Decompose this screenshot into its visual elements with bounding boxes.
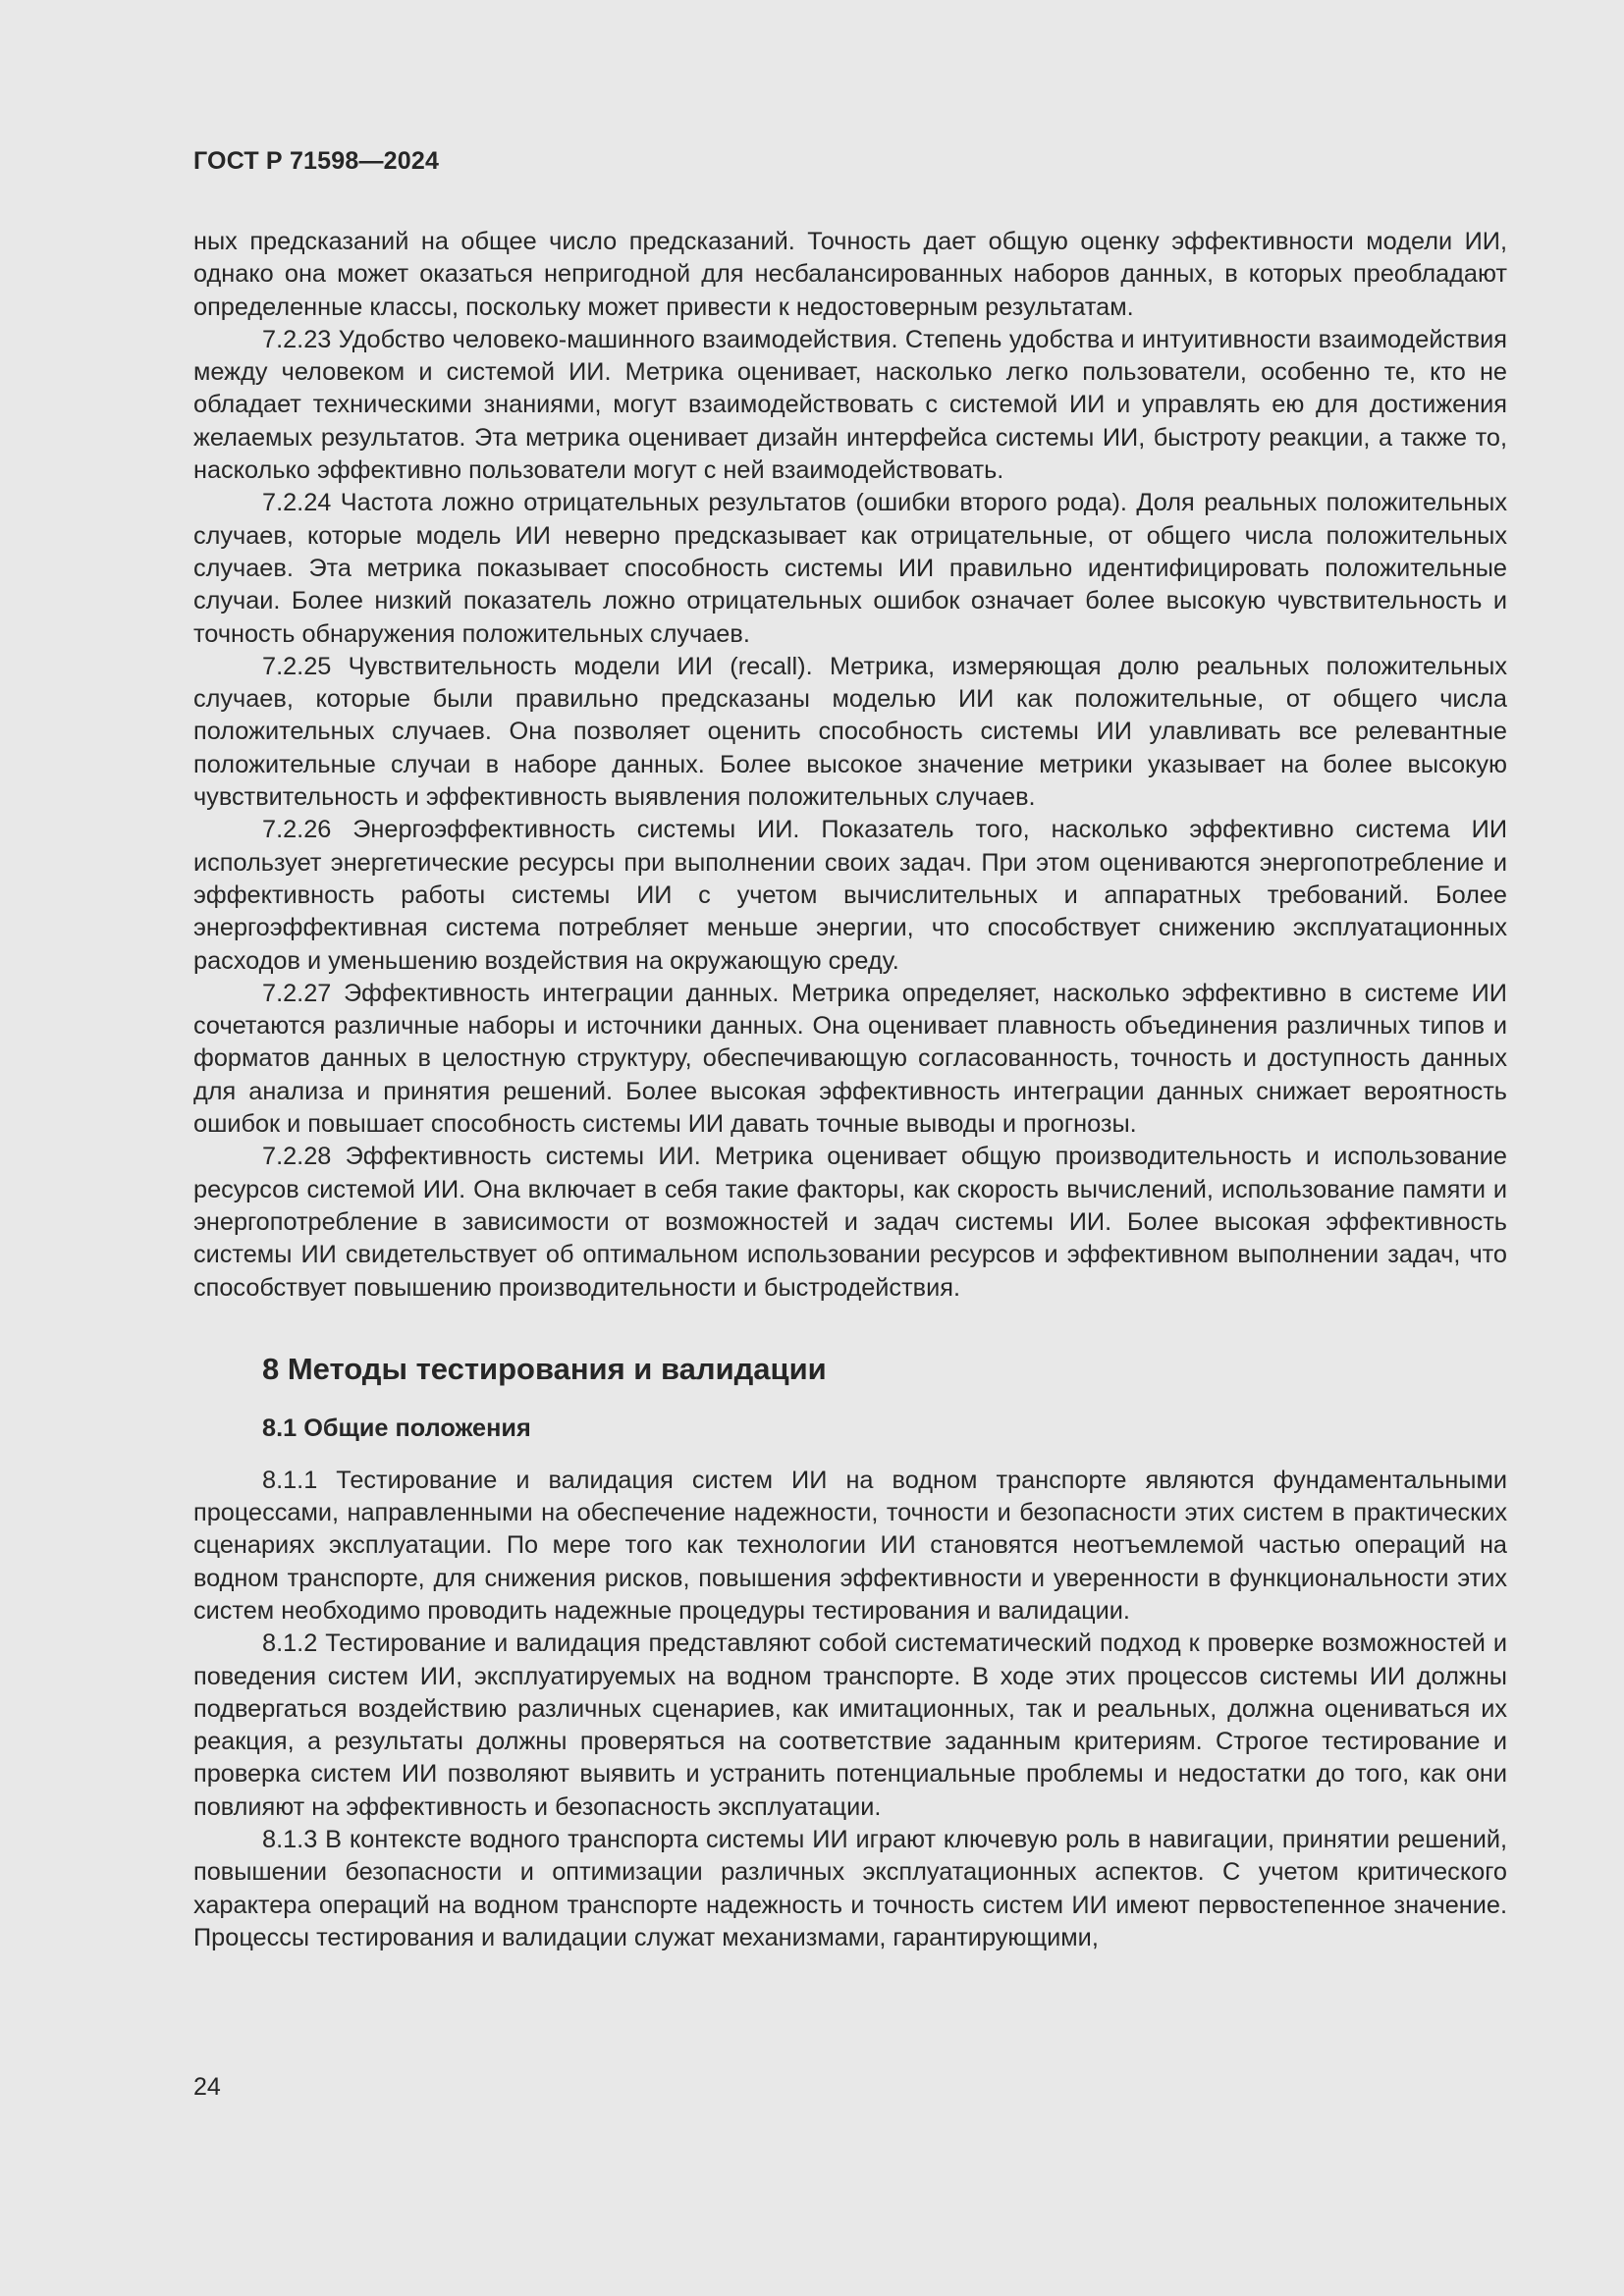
page-number: 24: [193, 2073, 221, 2101]
section-heading: 8 Методы тестирования и валидации: [262, 1351, 827, 1386]
paragraph-continuation: ных предсказаний на общее число предсказаний. Точность дает общую оценку эффективности модели ИИ, однако она может оказаться непригодной для несбалансированных наборов данных, в которых преобладают определенные классы, поскольку может привести к недостоверным результатам.: [193, 228, 1507, 321]
subsection-heading: 8.1 Общие положения: [262, 1414, 531, 1442]
paragraph-8-1-3: 8.1.3 В контексте водного транспорта системы ИИ играют ключевую роль в навигации, принятии решений, повышении безопасности и оптимизации различных эксплуатационных аспектов. С учетом критического характера операций на водном транспорте надежность и точность систем ИИ имеют первостепенное значение. Процессы тестирования и валидации служат механизмами, гарантирующими,: [193, 1826, 1507, 1951]
paragraph-7-2-25: 7.2.25 Чувствительность модели ИИ (recall). Метрика, измеряющая долю реальных положительных случаев, которые были правильно предсказаны моделью ИИ как положительные, от общего числа положительных случаев. Она позволяет оценить способность системы ИИ улавливать все релевантные положительные случаи в наборе данных. Более высокое значение метрики указывает на более высокую чувствительность и эффективность выявления положительных случаев.: [193, 652, 1507, 812]
paragraph-7-2-28: 7.2.28 Эффективность системы ИИ. Метрика оценивает общую производительность и использование ресурсов системой ИИ. Она включает в себя такие факторы, как скорость вычислений, использование памяти и энергопотребление в зависимости от возможностей и задач системы ИИ. Более высокая эффективность системы ИИ свидетельствует об оптимальном использовании ресурсов и эффективном выполнении задач, что способствует повышению производительности и быстродействия.: [193, 1143, 1507, 1302]
paragraph-7-2-23: 7.2.23 Удобство человеко-машинного взаимодействия. Степень удобства и интуитивности взаимодействия между человеком и системой ИИ. Метрика оценивает, насколько легко пользователи, особенно те, кто не обладает техническими знаниями, могут взаимодействовать с системой ИИ и управлять ею для достижения желаемых результатов. Эта метрика оценивает дизайн интерфейса системы ИИ, быстроту реакции, а также то, насколько эффективно пользователи могут с ней взаимодействовать.: [193, 325, 1507, 485]
page-body: [193, 226, 1507, 1954]
document-number-header: ГОСТ Р 71598—2024: [193, 147, 440, 175]
paragraph-8-1-2: 8.1.2 Тестирование и валидация представляют собой систематический подход к проверке возможностей и поведения систем ИИ, эксплуатируемых на водном транспорте. В ходе этих процессов системы ИИ должны подвергаться воздействию различных сценариев, как имитационных, так и реальных, должна оцениваться их реакция, а результаты должны проверяться на соответствие заданным критериям. Строгое тестирование и проверка систем ИИ позволяют выявить и устранить потенциальные проблемы и недостатки до того, как они повлияют на эффективность и безопасность эксплуатации.: [193, 1629, 1507, 1821]
paragraph-7-2-26: 7.2.26 Энергоэффективность системы ИИ. Показатель того, насколько эффективно система ИИ использует энергетические ресурсы при выполнении своих задач. При этом оцениваются энергопотребление и эффективность работы системы ИИ с учетом вычислительных и аппаратных требований. Более энергоэффективная система потребляет меньше энергии, что способствует снижению эксплуатационных расходов и уменьшению воздействия на окружающую среду.: [193, 816, 1507, 975]
paragraph-8-1-1: 8.1.1 Тестирование и валидация систем ИИ на водном транспорте являются фундаментальными процессами, направленными на обеспечение надежности, точности и безопасности этих систем в практических сценариях эксплуатации. По мере того как технологии ИИ становятся неотъемлемой частью операций на водном транспорте, для снижения рисков, повышения эффективности и уверенности в функциональности этих систем необходимо проводить надежные процедуры тестирования и валидации.: [193, 1466, 1507, 1625]
paragraph-7-2-24: 7.2.24 Частота ложно отрицательных результатов (ошибки второго рода). Доля реальных положительных случаев, которые модель ИИ неверно предсказывает как отрицательные, от общего числа положительных случаев. Эта метрика показывает способность системы ИИ правильно идентифицировать положительные случаи. Более низкий показатель ложно отрицательных ошибок означает более высокую чувствительность и точность обнаружения положительных случаев.: [193, 489, 1507, 648]
paragraph-7-2-27: 7.2.27 Эффективность интеграции данных. Метрика определяет, насколько эффективно в системе ИИ сочетаются различные наборы и источники данных. Она оценивает плавность объединения различных типов и форматов данных в целостную структуру, обеспечивающую согласованность, точность и доступность данных для анализа и принятия решений. Более высокая эффективность интеграции данных снижает вероятность ошибок и повышает способность системы ИИ давать точные выводы и прогнозы.: [193, 979, 1507, 1139]
